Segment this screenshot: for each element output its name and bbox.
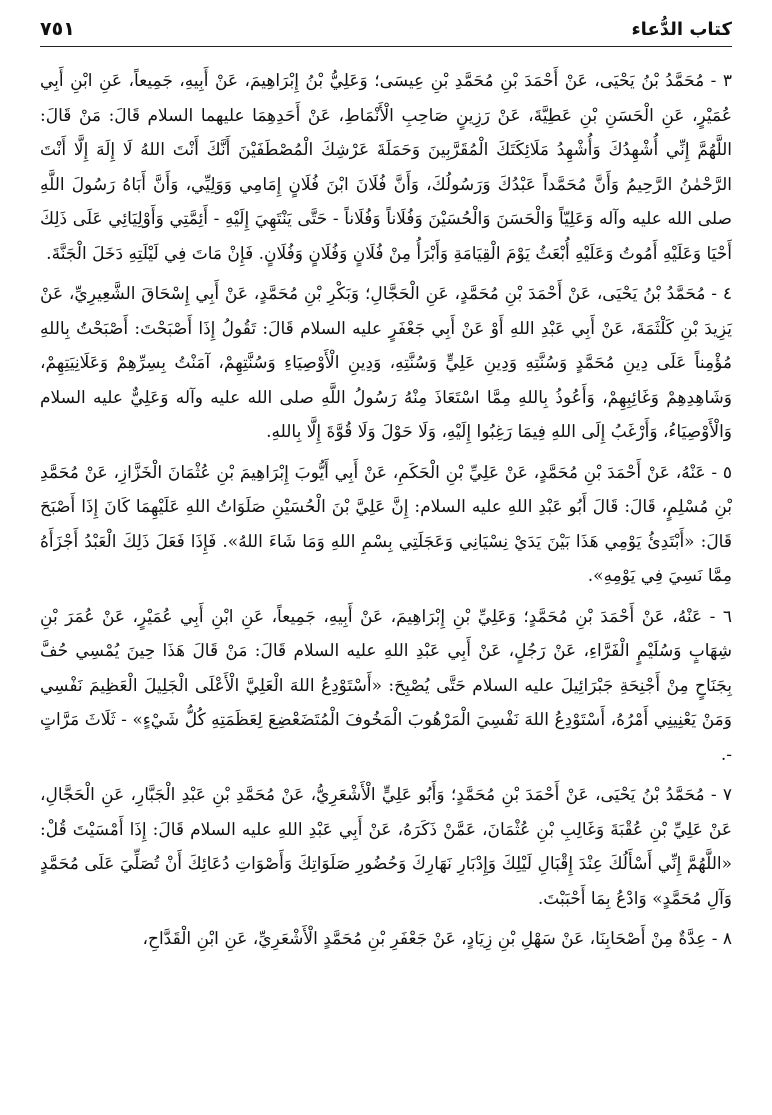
- hadith-paragraph-6: ٦ - عَنْهُ، عَنْ أَحْمَدَ بْنِ مُحَمَّدٍ؛ وَعَلِيِّ بْنِ إِبْرَاهِيمَ، عَنْ أَبِيهِ، جَمِيعاً، عَنِ ابْنِ أَبِي عُمَيْرٍ، عَنْ عُمَرَ بْنِ شِهَابٍ وَسُلَيْمٍ الْفَرَّاءِ، عَنْ رَجُلٍ، عَنْ أَبِي عَبْدِ اللهِ عليه السلام قَالَ: مَنْ قَالَ هَذَا حِينَ يُمْسِي حُفَّ بِجَنَاحٍ مِنْ أَجْنِحَةِ جَبْرَائِيلَ عليه السلام حَتَّى يُصْبِحَ: «أَسْتَوْدِعُ اللهَ الْعَلِيَّ الْأَعْلَى الْجَلِيلَ الْعَظِيمَ نَفْسِي وَمَنْ يَعْنِينِي أَمْرُهُ، أَسْتَوْدِعُ اللهَ نَفْسِيَ الْمَرْهُوبَ الْمَخُوفَ الْمُتَضَعْضِعَ لِعَظَمَتِهِ كُلُّ شَيْءٍ» - ثَلَاثَ مَرَّاتٍ -.: [40, 606, 732, 765]
- hadith-paragraph-4: ٤ - مُحَمَّدُ بْنُ يَحْيَى، عَنْ أَحْمَدَ بْنِ مُحَمَّدٍ، عَنِ الْحَجَّالِ؛ وَبَكْرِ بْنِ مُحَمَّدٍ، عَنْ أَبِي إِسْحَاقَ الشَّعِيرِيِّ، عَنْ يَزِيدَ بْنِ كَلْثَمَةَ، عَنْ أَبِي عَبْدِ اللهِ أَوْ عَنْ أَبِي جَعْفَرٍ عليه السلام قَالَ: تَقُولُ إِذَا أَصْبَحْتَ: أَصْبَحْتُ بِاللهِ مُؤْمِناً عَلَى دِينِ مُحَمَّدٍ وَسُنَّتِهِ وَدِينِ عَلِيٍّ وَسُنَّتِهِ، وَدِينِ الْأَوْصِيَاءِ وَسُنَّتِهِمْ، آمَنْتُ بِسِرِّهِمْ وَعَلَانِيَتِهِمْ، وَشَاهِدِهِمْ وَغَائِبِهِمْ، وَأَعُوذُ بِاللهِ مِمَّا اسْتَعَاذَ مِنْهُ رَسُولُ اللَّهِ صلى الله عليه وآله وَعَلِيٌّ عليه السلام وَالْأَوْصِيَاءُ، وَأَرْغَبُ إِلَى اللهِ فِيمَا رَغِبُوا إِلَيْهِ، وَلَا حَوْلَ وَلَا قُوَّةَ إِلَّا بِاللهِ.: [40, 284, 732, 442]
- hadith-paragraph-8: ٨ - عِدَّةٌ مِنْ أَصْحَابِنَا، عَنْ سَهْلِ بْنِ زِيَادٍ، عَنْ جَعْفَرِ بْنِ مُحَمَّدٍ الْأَشْعَرِيِّ، عَنِ ابْنِ الْقَدَّاحِ،: [142, 929, 732, 949]
- page-number: ٧٥١: [40, 18, 75, 40]
- page-body: [40, 64, 732, 1109]
- hadith-paragraph-3: ٣ - مُحَمَّدُ بْنُ يَحْيَى، عَنْ أَحْمَدَ بْنِ مُحَمَّدِ بْنِ عِيسَى؛ وَعَلِيُّ بْنُ إِبْرَاهِيمَ، عَنْ أَبِيهِ، جَمِيعاً، عَنِ ابْنِ أَبِي عُمَيْرٍ، عَنِ الْحَسَنِ بْنِ عَطِيَّةَ، عَنْ رَزِينٍ صَاحِبِ الْأَنْمَاطِ، عَنْ أَحَدِهِمَا عليهما السلام قَالَ: مَنْ قَالَ: اللَّهُمَّ إِنِّي أُشْهِدُكَ وَأُشْهِدُ مَلَائِكَتَكَ الْمُقَرَّبِينَ وَحَمَلَةَ عَرْشِكَ الْمُصْطَفَيْنَ أَنَّكَ أَنْتَ اللهُ لَا إِلَهَ إِلَّا أَنْتَ الرَّحْمٰنُ الرَّحِيمُ وَأَنَّ مُحَمَّداً عَبْدُكَ وَرَسُولُكَ، وَأَنَّ فُلَانَ ابْنَ فُلَانٍ إِمَامِي وَوَلِيِّي، وَأَنَّ أَبَاهُ رَسُولَ اللَّهِ صلى الله عليه وآله وَعَلِيّاً وَالْحَسَنَ وَالْحُسَيْنَ وَفُلَاناً وَفُلَاناً - حَتَّى يَنْتَهِيَ إِلَيْهِ - أَئِمَّتِي وَأَوْلِيَائِي عَلَى ذَلِكَ أَحْيَا وَعَلَيْهِ أَمُوتُ وَعَلَيْهِ أُبْعَثُ يَوْمَ الْقِيَامَةِ وَأَبْرَأُ مِنْ فُلَانٍ وَفُلَانٍ وَفُلَانٍ. فَإِنْ مَاتَ فِي لَيْلَتِهِ دَخَلَ الْجَنَّةَ.: [40, 71, 732, 264]
- hadith-paragraph-5: ٥ - عَنْهُ، عَنْ أَحْمَدَ بْنِ مُحَمَّدٍ، عَنْ عَلِيِّ بْنِ الْحَكَمِ، عَنْ أَبِي أَيُّوبَ إِبْرَاهِيمَ بْنِ عُثْمَانَ الْخَزَّازِ، عَنْ مُحَمَّدِ بْنِ مُسْلِمٍ، قَالَ: قَالَ أَبُو عَبْدِ اللهِ عليه السلام: إِنَّ عَلِيَّ بْنَ الْحُسَيْنِ صَلَوَاتُ اللهِ عَلَيْهِمَا كَانَ إِذَا أَصْبَحَ قَالَ: «أَبْتَدِئُ يَوْمِي هَذَا بَيْنَ يَدَيْ نِسْيَانِي وَعَجَلَتِي بِسْمِ اللهِ وَمَا شَاءَ اللهُ». فَإِذَا فَعَلَ ذَلِكَ الْعَبْدُ أَجْزَأَهُ مِمَّا نَسِيَ فِي يَوْمِهِ».: [40, 462, 732, 586]
- page-header: [40, 12, 732, 47]
- hadith-paragraph-7: ٧ - مُحَمَّدُ بْنُ يَحْيَى، عَنْ أَحْمَدَ بْنِ مُحَمَّدٍ؛ وَأَبُو عَلِيٍّ الْأَشْعَرِيُّ، عَنْ مُحَمَّدِ بْنِ عَبْدِ الْجَبَّارِ، عَنِ الْحَجَّالِ، عَنْ عَلِيِّ بْنِ عُقْبَةَ وَغَالِبِ بْنِ عُثْمَانَ، عَمَّنْ ذَكَرَهُ، عَنْ أَبِي عَبْدِ اللهِ عليه السلام قَالَ: إِذَا أَمْسَيْتَ قُلْ: «اللَّهُمَّ إِنِّي أَسْأَلُكَ عِنْدَ إِقْبَالِ لَيْلِكَ وَإِدْبَارِ نَهَارِكَ وَحُضُورِ صَلَوَاتِكَ وَأَصْوَاتِ دُعَائِكَ أَنْ تُصَلِّيَ عَلَى مُحَمَّدٍ وَآلِ مُحَمَّدٍ» وَادْعُ بِمَا أَحْبَبْتَ.: [40, 785, 732, 909]
- chapter-title: كتاب الدُّعاء: [631, 18, 732, 40]
